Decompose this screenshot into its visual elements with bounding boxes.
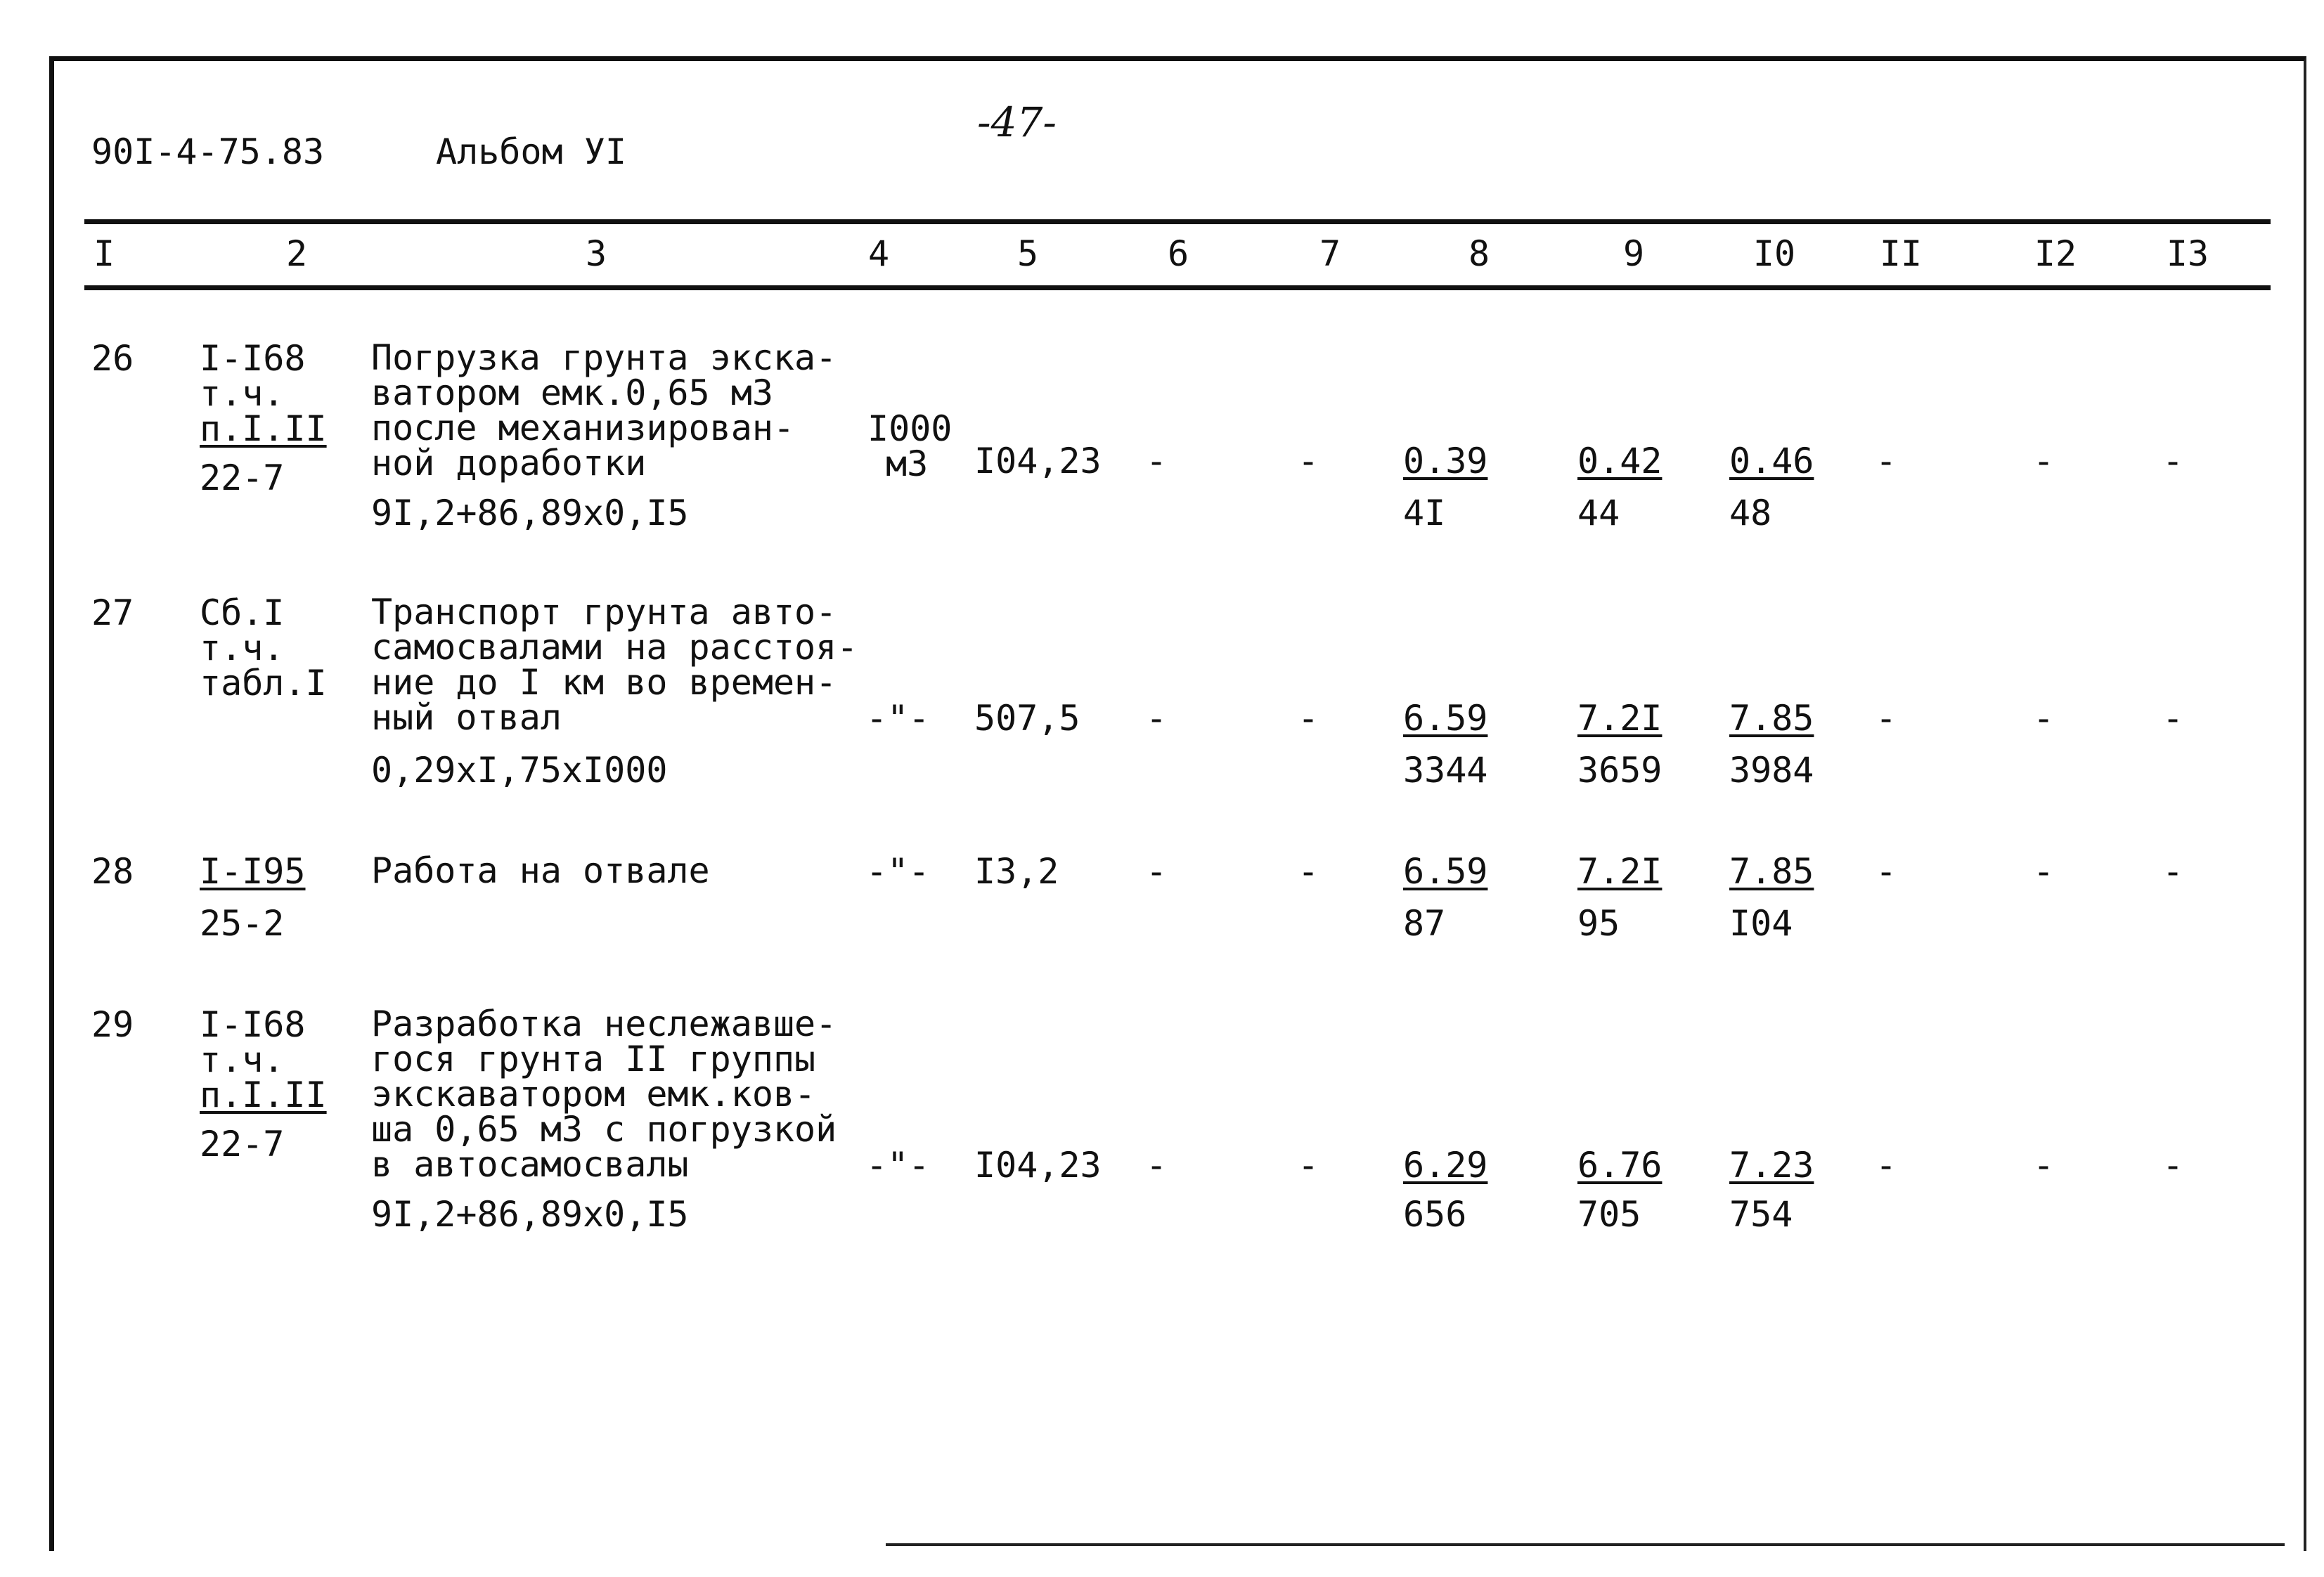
column-header-8: 8: [1468, 233, 1490, 274]
reference-line: 22-7: [200, 457, 285, 498]
reference-line: т.ч.: [200, 1039, 285, 1080]
album-label: Альбом УI: [436, 131, 626, 172]
cell-col9-rate: 7.2I: [1577, 851, 1663, 892]
quantity: I04,23: [974, 441, 1102, 481]
column-header-11: II: [1879, 233, 1923, 274]
column-header-9: 9: [1622, 233, 1645, 274]
cell-col8-rate: 6.59: [1403, 851, 1488, 892]
cell-col6: -: [1146, 851, 1168, 892]
cell-col8-total: 87: [1403, 903, 1446, 944]
reference-line: п.I.II: [200, 1075, 327, 1115]
description-line: после механизирован-: [371, 408, 795, 448]
cell-col10-rate: 7.85: [1729, 698, 1814, 739]
cell-col12: -: [2033, 851, 2055, 892]
row-number: 26: [91, 338, 134, 379]
column-header-5: 5: [1016, 233, 1039, 274]
column-header-12: I2: [2034, 233, 2077, 274]
cell-col11: -: [1876, 441, 1897, 481]
cell-col7: -: [1298, 851, 1319, 892]
cell-col10-rate: 7.85: [1729, 851, 1814, 892]
cell-col6: -: [1146, 698, 1168, 739]
cell-col9-total: 3659: [1577, 750, 1663, 791]
reference-line: 25-2: [200, 903, 285, 944]
cell-col9-total: 44: [1577, 493, 1620, 533]
description-line: Работа на отвале: [371, 850, 710, 891]
calculation-formula: 0,29xI,75xI000: [371, 750, 668, 791]
cell-col6: -: [1146, 441, 1168, 481]
unit-line: I000: [867, 408, 953, 449]
cell-col13: -: [2162, 698, 2184, 739]
cell-col13: -: [2162, 1145, 2184, 1186]
description-line: в автосамосвалы: [371, 1144, 689, 1185]
cell-col9-total: 95: [1577, 903, 1620, 944]
page-number: -47-: [977, 98, 1057, 146]
cell-col6: -: [1146, 1145, 1168, 1186]
cell-col12: -: [2033, 1145, 2055, 1186]
column-header-3: 3: [585, 233, 607, 274]
cell-col8-total: 656: [1403, 1194, 1467, 1235]
table-top-rule: [84, 219, 2271, 224]
cell-col11: -: [1876, 851, 1897, 892]
cell-col9-rate: 6.76: [1577, 1145, 1663, 1186]
cell-col7: -: [1298, 1145, 1319, 1186]
cell-col11: -: [1876, 698, 1897, 739]
cell-col8-rate: 0.39: [1403, 441, 1488, 481]
cell-col7: -: [1298, 441, 1319, 481]
cell-col10-total: 754: [1729, 1194, 1793, 1235]
cell-col13: -: [2162, 441, 2184, 481]
table-header-rule: [84, 285, 2271, 290]
quantity: I3,2: [974, 851, 1059, 892]
cell-col10-total: I04: [1729, 903, 1793, 944]
column-header-10: I0: [1752, 233, 1796, 274]
page-frame: [49, 56, 2306, 1551]
cell-col11: -: [1876, 1145, 1897, 1186]
reference-line: т.ч.: [200, 628, 285, 668]
cell-col10-rate: 7.23: [1729, 1145, 1814, 1186]
row-number: 29: [91, 1004, 134, 1045]
unit-ditto: -"-: [866, 1145, 930, 1186]
description-line: ша 0,65 м3 с погрузкой: [371, 1109, 837, 1150]
quantity: 507,5: [974, 698, 1080, 739]
cell-col9-rate: 7.2I: [1577, 698, 1663, 739]
reference-line: I-I68: [200, 1004, 306, 1045]
cell-col7: -: [1298, 698, 1319, 739]
reference-line: п.I.II: [200, 408, 327, 449]
reference-line: т.ч.: [200, 373, 285, 414]
column-header-7: 7: [1319, 233, 1341, 274]
unit-ditto: -"-: [866, 851, 930, 892]
description-line: самосвалами на расстоя-: [371, 627, 858, 668]
unit-line: м3: [886, 443, 929, 484]
reference-line: Сб.I: [200, 592, 285, 633]
cell-col12: -: [2033, 698, 2055, 739]
column-header-4: 4: [867, 233, 890, 274]
column-header-2: 2: [285, 233, 308, 274]
cell-col9-total: 705: [1577, 1194, 1641, 1235]
column-header-13: I3: [2166, 233, 2209, 274]
cell-col8-rate: 6.29: [1403, 1145, 1488, 1186]
description-line: Разработка неслежавше-: [371, 1004, 837, 1044]
description-line: ватором емк.0,65 м3: [371, 372, 773, 413]
reference-line: I-I68: [200, 338, 306, 379]
description-line: гося грунта II группы: [371, 1039, 816, 1079]
calculation-formula: 9I,2+86,89x0,I5: [371, 493, 689, 533]
cell-col8-total: 3344: [1403, 750, 1488, 791]
cell-col9-rate: 0.42: [1577, 441, 1663, 481]
cell-col12: -: [2033, 441, 2055, 481]
cell-col10-rate: 0.46: [1729, 441, 1814, 481]
description-line: ный отвал: [371, 697, 562, 738]
cell-col10-total: 3984: [1729, 750, 1814, 791]
reference-line: I-I95: [200, 851, 306, 892]
description-line: Погрузка грунта экска-: [371, 337, 837, 378]
description-line: ной доработки: [371, 443, 647, 484]
description-line: Транспорт грунта авто-: [371, 592, 837, 632]
page-frame-bottom: [886, 1543, 2285, 1546]
unit-ditto: -"-: [866, 698, 930, 739]
column-header-1: I: [93, 233, 115, 274]
quantity: I04,23: [974, 1145, 1102, 1186]
cell-col13: -: [2162, 851, 2184, 892]
row-number: 27: [91, 592, 134, 633]
document-code: 90I-4-75.83: [91, 131, 325, 172]
column-header-6: 6: [1167, 233, 1189, 274]
description-line: экскаватором емк.ков-: [371, 1074, 816, 1115]
description-line: ние до I км во времен-: [371, 662, 837, 703]
row-number: 28: [91, 851, 134, 892]
cell-col8-rate: 6.59: [1403, 698, 1488, 739]
calculation-formula: 9I,2+86,89x0,I5: [371, 1194, 689, 1235]
reference-line: 22-7: [200, 1124, 285, 1164]
reference-line: табл.I: [200, 663, 327, 703]
cell-col10-total: 48: [1729, 493, 1772, 533]
cell-col8-total: 4I: [1403, 493, 1446, 533]
